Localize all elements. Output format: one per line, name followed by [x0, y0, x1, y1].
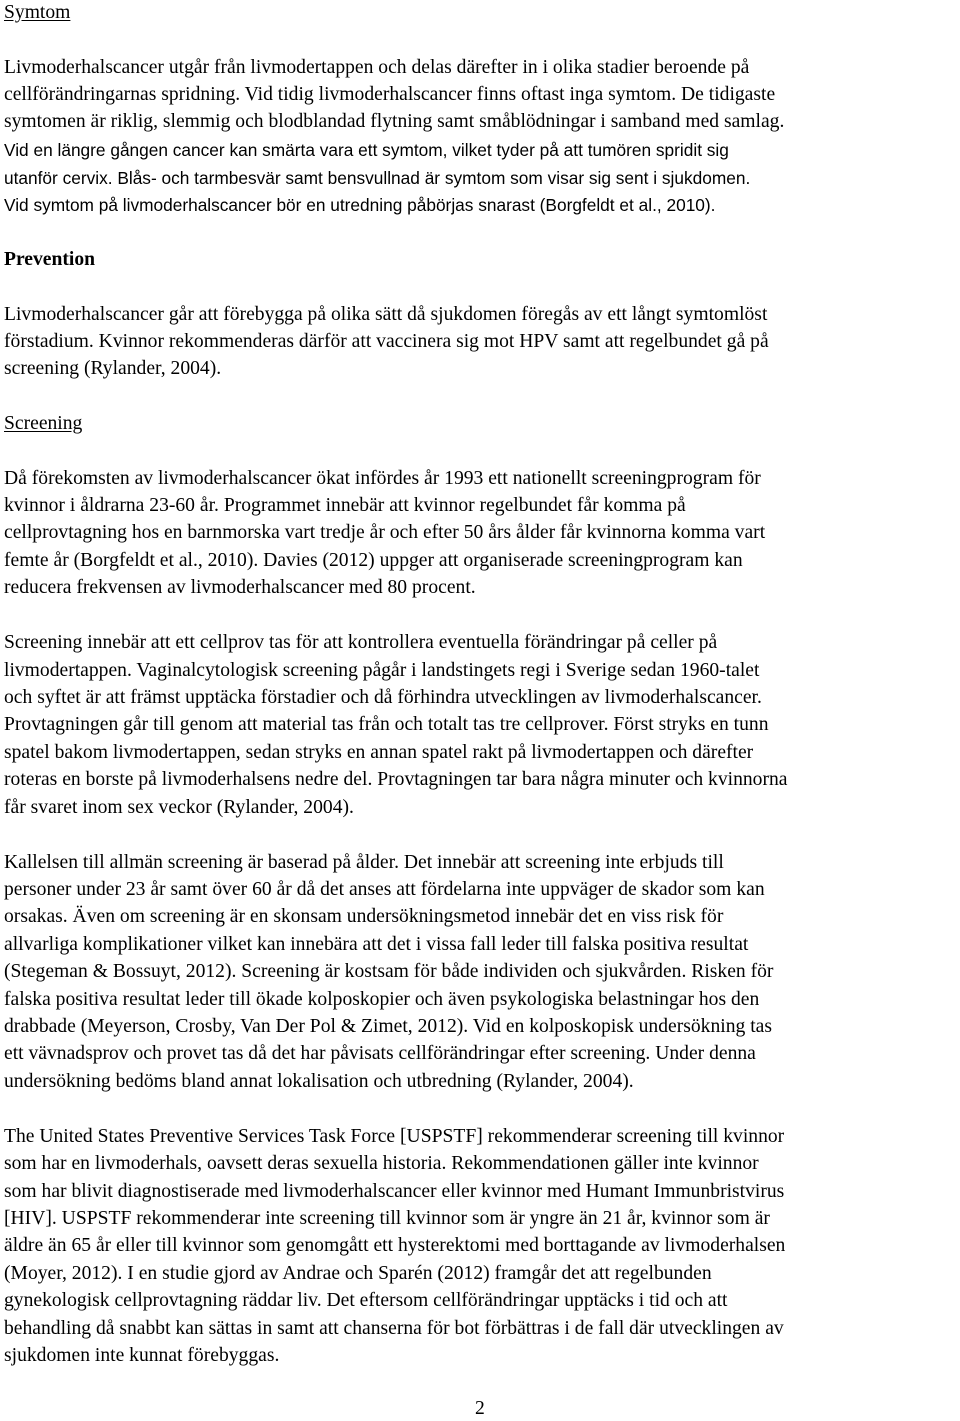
text-line: orsakas. Även om screening är en skonsam undersökningsmetod innebär det en viss risk för — [4, 906, 724, 927]
text-line: (Stegeman & Bossuyt, 2012). Screening är kostsam för både individen och sjukvården. Risken för — [4, 961, 774, 982]
text-line: spatel bakom livmodertappen, sedan stryks en annan spatel rakt på livmodertappen och därefter — [4, 742, 754, 763]
text-line: äldre än 65 år eller till kvinnor som genomgått ett hysterektomi med borttagande av livmoderhalsen — [4, 1235, 786, 1256]
text-line: personer under 23 år samt över 60 år då det anses att fördelarna inte uppväger de skador som kan — [4, 879, 765, 900]
section-heading-screening: Screening — [4, 413, 83, 434]
text-line: (Moyer, 2012). I en studie gjord av Andrae och Sparén (2012) framgår det att regelbunden — [4, 1263, 712, 1284]
text-line: förstadium. Kvinnor rekommenderas därför att vaccinera sig mot HPV samt att regelbundet gå på — [4, 331, 769, 352]
text-line: drabbade (Meyerson, Crosby, Van Der Pol & Zimet, 2012). Vid en kolposkopisk undersökning tas — [4, 1016, 772, 1037]
text-line: Screening innebär att ett cellprov tas för att kontrollera eventuella förändringar på celler på — [4, 632, 718, 653]
text-line: Livmoderhalscancer går att förebygga på olika sätt då sjukdomen föregås av ett långt symtomlöst — [4, 304, 768, 325]
text-line: får svaret inom sex veckor (Rylander, 2004). — [4, 797, 354, 818]
text-line: Livmoderhalscancer utgår från livmodertappen och delas därefter in i olika stadier beroende på — [4, 57, 750, 78]
text-line: sjukdomen inte kunnat förebyggas. — [4, 1345, 280, 1366]
text-line: livmodertappen. Vaginalcytologisk screening pågår i landstingets regi i Sverige sedan 1960-talet — [4, 660, 760, 681]
text-line: Provtagningen går till genom att material tas från och totalt tas tre cellprover. Först stryks en tunn — [4, 714, 769, 735]
text-line: falska positiva resultat leder till ökade kolposkopier och även psykologiska belastningar hos den — [4, 989, 760, 1010]
text-line: och syftet är att främst upptäcka förstadier och då förhindra utvecklingen av livmoderhalscancer. — [4, 687, 762, 708]
text-line: Då förekomsten av livmoderhalscancer ökat infördes år 1993 ett nationellt screeningprogram för — [4, 468, 761, 489]
text-line: roteras en borste på livmoderhalsens nedre del. Provtagningen tar bara några minuter och kvinnorna — [4, 769, 788, 790]
text-line: Vid en längre gången cancer kan smärta vara ett symtom, vilket tyder på att tumören spridit sig — [4, 140, 729, 160]
text-line: ett vävnadsprov och provet tas då det har påvisats cellförändringar efter screening. Under denna — [4, 1043, 756, 1064]
text-line: femte år (Borgfeldt et al., 2010). Davies (2012) uppger att organiserade screeningprogram kan — [4, 550, 743, 571]
text-line: utanför cervix. Blås- och tarmbesvär samt bensvullnad är symtom som visar sig sent i sjukdomen. — [4, 168, 751, 188]
text-line: som har en livmoderhals, oavsett deras sexuella historia. Rekommendationen gäller inte kvinnor — [4, 1153, 759, 1174]
text-line: reducera frekvensen av livmoderhalscancer med 80 procent. — [4, 577, 476, 598]
text-line: undersökning bedöms bland annat lokalisation och utbredning (Rylander, 2004). — [4, 1071, 634, 1092]
text-line: Kallelsen till allmän screening är baserad på ålder. Det innebär att screening inte erbjuds till — [4, 852, 724, 873]
text-line: The United States Preventive Services Task Force [USPSTF] rekommenderar screening till kvinnor — [4, 1126, 785, 1147]
text-line: behandling då snabbt kan sättas in samt att chanserna för bot förbättras i de fall där utvecklingen av — [4, 1318, 784, 1339]
text-line: cellförändringarnas spridning. Vid tidig livmoderhalscancer finns oftast inga symtom. De tidigaste — [4, 84, 776, 105]
text-line: Vid symtom på livmoderhalscancer bör en utredning påbörjas snarast (Borgfeldt et al., 2010). — [4, 195, 716, 215]
section-heading-prevention: Prevention — [4, 249, 96, 270]
text-line: [HIV]. USPSTF rekommenderar inte screening till kvinnor som är yngre än 21 år, kvinnor som är — [4, 1208, 770, 1229]
section-heading-symtom: Symtom — [4, 2, 71, 23]
text-line: gynekologisk cellprovtagning räddar liv. Det eftersom cellförändringar upptäcks i tid och att — [4, 1290, 728, 1311]
page-number: 2 — [475, 1398, 485, 1419]
text-line: som har blivit diagnostiserade med livmoderhalscancer eller kvinnor med Humant Immunbristvirus — [4, 1181, 785, 1202]
text-line: kvinnor i åldrarna 23-60 år. Programmet innebär att kvinnor regelbundet får komma på — [4, 495, 686, 516]
text-line: cellprovtagning hos en barnmorska vart tredje år och efter 50 års ålder får kvinnorna komma vart — [4, 522, 766, 543]
text-line: allvarliga komplikationer vilket kan innebära att det i vissa fall leder till falska positiva resultat — [4, 934, 749, 955]
text-line: screening (Rylander, 2004). — [4, 358, 222, 379]
text-line: symtomen är riklig, slemmig och blodblandad flytning samt småblödningar i samband med samlag. — [4, 111, 785, 132]
